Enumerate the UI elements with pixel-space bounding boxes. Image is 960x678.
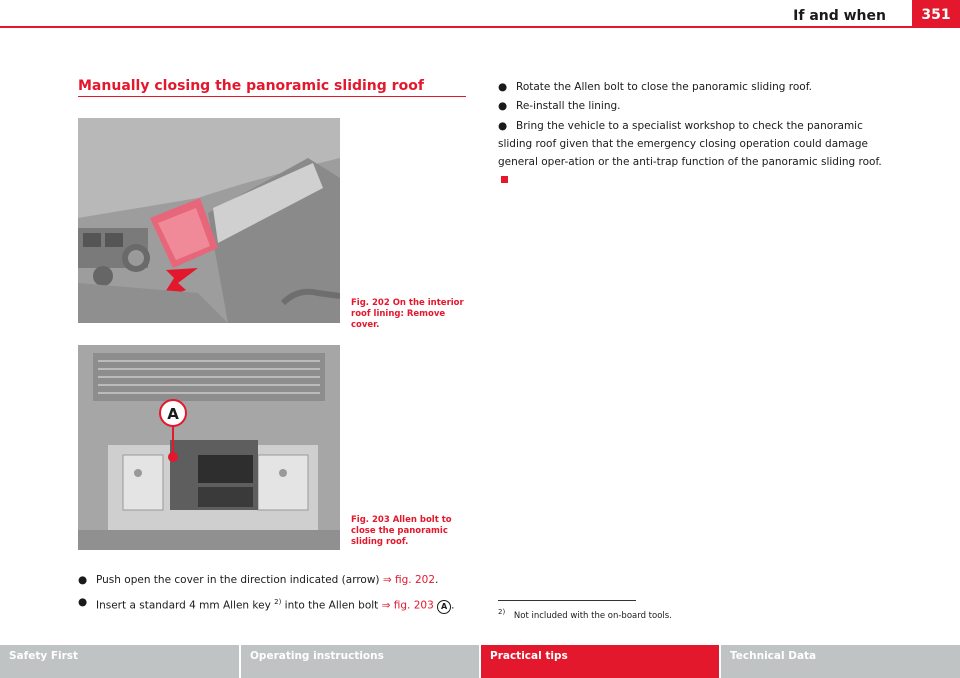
footer-tab-technical-data[interactable]: Technical Data — [721, 645, 960, 678]
right-bullet-1: ● Rotate the Allen bolt to close the panoramic sliding roof. — [498, 78, 890, 96]
chapter-title: If and when — [793, 8, 886, 24]
left-bullet-2: ● Insert a standard 4 mm Allen key $^{2)}$ into the Allen bolt ⇒ fig. 203 A . — [78, 593, 470, 615]
bullet-dot-icon: ● — [78, 574, 88, 586]
footnote-rule — [498, 600, 636, 601]
figure-202-link[interactable]: ⇒ fig. 202 — [382, 574, 436, 586]
footer-tab-practical-tips[interactable]: Practical tips — [481, 645, 719, 678]
header-rule — [0, 26, 960, 28]
section-title: Manually closing the panoramic sliding roof — [78, 78, 424, 94]
figure-203-image — [78, 345, 340, 550]
callout-a-icon: A — [437, 600, 451, 614]
footer-nav — [0, 645, 960, 678]
title-underline — [78, 96, 466, 97]
footnote-ref[interactable]: 2) — [274, 598, 282, 606]
right-bullet-2: ● Re-install the lining. — [498, 97, 890, 115]
footer-tab-safety-first[interactable]: Safety First — [0, 645, 239, 678]
bullet-dot-icon: ● — [498, 120, 508, 132]
figure-202-image — [78, 118, 340, 323]
bullet-dot-icon: ● — [498, 100, 508, 112]
right-bullet-3: ● Bring the vehicle to a specialist workshop to check the panoramic sliding roof given that the emergency closing operation could damage general oper-ation or the anti-trap function of the panoramic sliding roof. — [498, 117, 890, 189]
bullet-dot-icon: ● — [498, 81, 508, 93]
figure-203-caption: Fig. 203 Allen bolt to close the panoramic sliding roof. — [351, 515, 452, 547]
end-square-icon — [501, 176, 508, 183]
footer-tab-operating-instructions[interactable]: Operating instructions — [241, 645, 479, 678]
left-bullet-1: ● Push open the cover in the direction indicated (arrow) ⇒ fig. 202. — [78, 571, 470, 589]
figure-203-link[interactable]: ⇒ fig. 203 — [381, 599, 434, 612]
bullet-dot-icon: ● — [78, 596, 88, 608]
page-number: 351 — [912, 0, 960, 27]
footnote: $^{2)}$ Not included with the on-board tools. — [498, 608, 672, 621]
figure-202-caption: Fig. 202 On the interior roof lining: Remove cover. — [351, 298, 464, 330]
figure-203-callout: A — [167, 405, 179, 423]
